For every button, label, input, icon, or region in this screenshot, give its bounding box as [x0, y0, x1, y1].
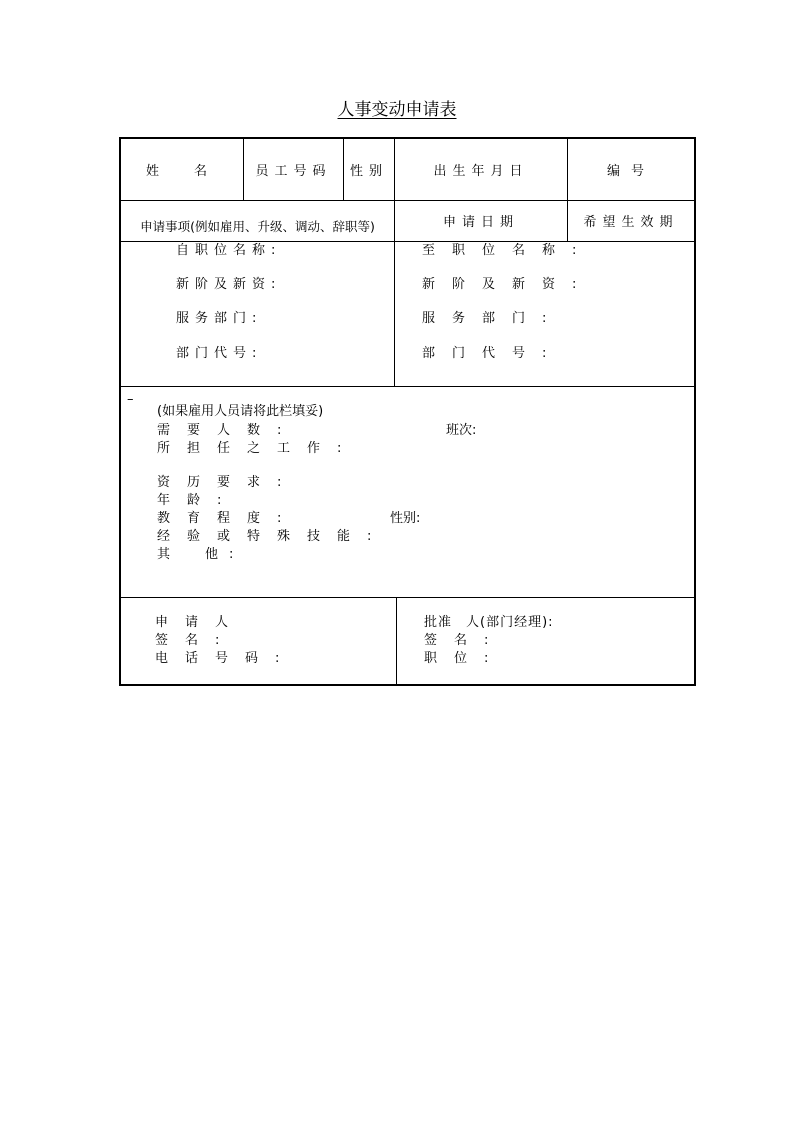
approver-position-label: 职位: [424, 651, 506, 666]
duties-label: 所担任之工作: [157, 441, 359, 456]
col-divider [394, 241, 395, 386]
request-item-label: 申请事项(例如雇用、升级、调动、辞职等) [140, 218, 375, 234]
age-label: 年龄: [157, 493, 239, 508]
personnel-change-form [119, 137, 696, 686]
hiring-note: (如果雇用人员请将此栏填妥) [157, 404, 324, 419]
effective-date-header: 希望生效期 [583, 215, 679, 230]
to-grade-salary-label: 新阶及新资: [422, 277, 594, 292]
gender-label: 性别: [390, 511, 421, 526]
employee-no-header: 员工号码 [255, 164, 332, 179]
row-divider [121, 386, 694, 387]
to-dept-code-label: 部门代号: [422, 346, 564, 361]
education-label: 教育程度: [157, 511, 299, 526]
number-header: 编号 [606, 164, 655, 179]
row-divider [121, 597, 694, 598]
other-label: 其 他: [157, 547, 245, 562]
applicant-sign-label: 签名: [155, 633, 237, 648]
to-position-label: 至职位名称: [422, 243, 594, 258]
headcount-label: 需要人数: [157, 423, 299, 438]
experience-label: 经验或特殊技能: [157, 529, 389, 544]
gender-header: 性别 [349, 164, 388, 179]
shift-label: 班次: [446, 423, 477, 438]
col-divider [396, 597, 397, 686]
applicant-phone-label: 电话号码: [155, 651, 297, 666]
to-department-label: 服务部门: [422, 311, 564, 326]
birth-date-header: 出生年月日 [433, 164, 529, 179]
from-position-label: 自职位名称: [176, 243, 282, 258]
from-grade-salary-label: 新阶及新资: [176, 277, 282, 292]
approver-sign-label: 签名: [424, 633, 506, 648]
applicant-label: 申请人 [155, 615, 246, 630]
qualification-label: 资历要求: [157, 475, 299, 490]
form-title: 人事变动申请表 [337, 100, 457, 120]
name-header: 姓 名 [145, 164, 218, 179]
apply-date-header: 申请日期 [442, 215, 519, 230]
approver-label: 批准 人(部门经理): [424, 615, 554, 630]
section-dash: – [127, 392, 134, 407]
from-department-label: 服务部门: [176, 311, 263, 326]
from-dept-code-label: 部门代号: [176, 346, 263, 361]
